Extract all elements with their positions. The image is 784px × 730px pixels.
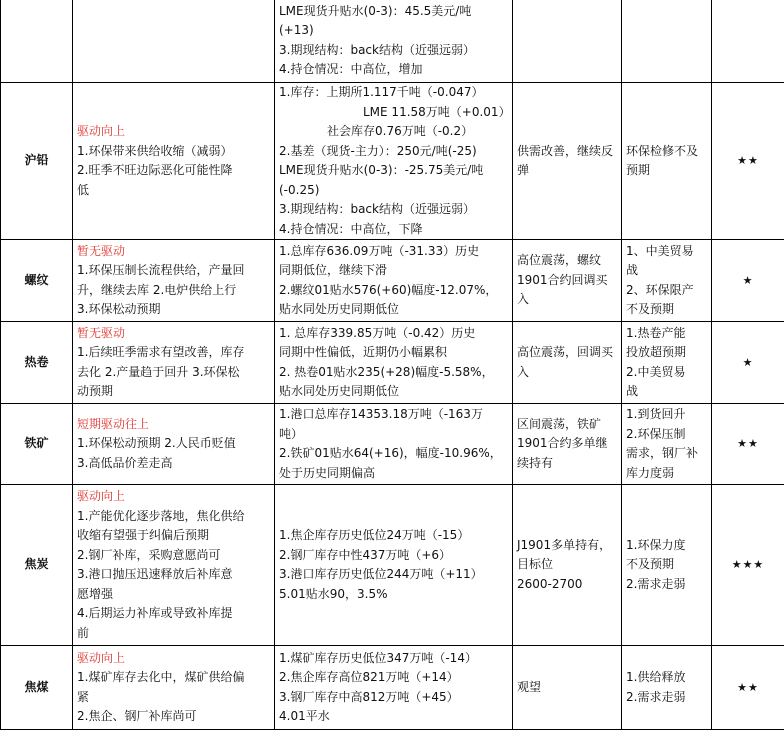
- table-row: [1, 485, 784, 646]
- driver-cell: [73, 322, 275, 404]
- fundamentals-cell: [275, 404, 513, 485]
- fundamentals-cell: [275, 240, 513, 322]
- fundamentals-line: (-0.25): [279, 181, 508, 201]
- driver-line: 紧: [77, 688, 270, 708]
- driver-cell: [73, 646, 275, 730]
- driver-cell: [73, 485, 275, 646]
- driver-title: 驱动向上: [77, 487, 270, 507]
- driver-line: 1.环保带来供给收缩（减弱）: [77, 142, 270, 162]
- fundamentals-line: 同期中性偏低，近期仍小幅累积: [279, 343, 508, 363]
- market-view-text: 高位震荡，回调买入: [517, 343, 617, 382]
- driver-line: 升，继续去库 2.电炉供给上行: [77, 281, 270, 301]
- risk-text: 1.环保力度 不及预期 2.需求走弱: [626, 536, 707, 595]
- market-view-text: 供需改善，继续反弹: [517, 142, 617, 181]
- product-name: 螺纹: [1, 240, 73, 322]
- table-row: [1, 322, 784, 404]
- driver-line: 4.后期运力补库或导致补库提: [77, 604, 270, 624]
- fundamentals-line: 2.钢厂库存中性437万吨（+6）: [279, 546, 508, 566]
- driver-line: 3.港口抛压迅速释放后补库意: [77, 565, 270, 585]
- driver-title: 驱动向上: [77, 122, 270, 142]
- market-view-cell: [513, 240, 622, 322]
- table-body: [1, 0, 784, 730]
- risk-text: 1.热卷产能 投放超预期 2.中美贸易 战: [626, 324, 707, 402]
- market-view-cell: [513, 646, 622, 730]
- fundamentals-line: (+13): [279, 21, 508, 41]
- fundamentals-line: 1.焦企库存历史低位24万吨（-15）: [279, 526, 508, 546]
- risk-text: 1、中美贸易 战 2、环保限产 不及预期: [626, 242, 707, 320]
- fundamentals-line: 3.港口库存历史低位244万吨（+11）: [279, 565, 508, 585]
- fundamentals-line: 社会库存0.76万吨（-0.2）: [279, 122, 508, 142]
- rating-stars: ★★★: [712, 485, 784, 646]
- fundamentals-line: 吨）: [279, 425, 508, 445]
- market-view-text: 高位震荡，螺纹1901合约回调买入: [517, 251, 617, 310]
- table-row: [1, 404, 784, 485]
- fundamentals-line: 2.铁矿01贴水64(+16)，幅度-10.96%，: [279, 444, 508, 464]
- market-view-cell: [513, 83, 622, 240]
- product-name: 热卷: [1, 322, 73, 404]
- fundamentals-line: 贴水同处历史同期低位: [279, 300, 508, 320]
- driver-line: 1.后续旺季需求有望改善，库存: [77, 343, 270, 363]
- fundamentals-cell: [275, 83, 513, 240]
- risk-cell: [622, 83, 712, 240]
- market-view-cell: [513, 404, 622, 485]
- driver-line: 去化 2.产量趋于回升 3.环保松: [77, 363, 270, 383]
- fundamentals-line: 2.螺纹01贴水576(+60)幅度-12.07%，: [279, 281, 508, 301]
- risk-cell: [622, 240, 712, 322]
- market-view-cell: [513, 0, 622, 83]
- product-name: 沪铅: [1, 83, 73, 240]
- driver-line: 愿增强: [77, 585, 270, 605]
- rating-stars: ★: [712, 322, 784, 404]
- fundamentals-line: 1.总库存636.09万吨（-31.33）历史: [279, 242, 508, 262]
- driver-line: 前: [77, 624, 270, 644]
- rating-stars: [712, 0, 784, 83]
- market-view-cell: [513, 485, 622, 646]
- risk-text: 1.供给释放 2.需求走弱: [626, 668, 707, 707]
- driver-line: 1.煤矿库存去化中，煤矿供给偏: [77, 668, 270, 688]
- table-row: [1, 240, 784, 322]
- fundamentals-line: LME现货升贴水(0-3)：-25.75美元/吨: [279, 161, 508, 181]
- fundamentals-line: 贴水同处历史同期低位: [279, 382, 508, 402]
- market-view-text: 观望: [517, 678, 617, 698]
- risk-cell: [622, 0, 712, 83]
- rating-stars: ★★: [712, 83, 784, 240]
- fundamentals-line: 3.期现结构：back结构（近强远弱）: [279, 41, 508, 61]
- fundamentals-line: 2.焦企库存高位821万吨（+14）: [279, 668, 508, 688]
- risk-text: 环保检修不及预期: [626, 142, 707, 181]
- market-view-text: 区间震荡，铁矿1901合约多单继续持有: [517, 415, 617, 474]
- fundamentals-line: 5.01贴水90，3.5%: [279, 585, 508, 605]
- fundamentals-line: 处于历史同期偏高: [279, 464, 508, 484]
- risk-cell: [622, 404, 712, 485]
- fundamentals-line: 同期低位，继续下滑: [279, 261, 508, 281]
- driver-cell: [73, 404, 275, 485]
- driver-line: 3.高低品价差走高: [77, 454, 270, 474]
- driver-line: 动预期: [77, 382, 270, 402]
- driver-line: 收缩有望强于纠偏后预期: [77, 526, 270, 546]
- rating-stars: ★★: [712, 646, 784, 730]
- driver-line: 1.产能优化逐步落地，焦化供给: [77, 507, 270, 527]
- fundamentals-line: 1.煤矿库存历史低位347万吨（-14）: [279, 649, 508, 669]
- driver-line: 低: [77, 181, 270, 201]
- fundamentals-line: 1. 总库存339.85万吨（-0.42）历史: [279, 324, 508, 344]
- driver-title: 驱动向上: [77, 649, 270, 669]
- rating-stars: ★: [712, 240, 784, 322]
- driver-title: 暂无驱动: [77, 242, 270, 262]
- fundamentals-line: 2.基差（现货-主力）：250元/吨(-25): [279, 142, 508, 162]
- product-name: 铁矿: [1, 404, 73, 485]
- driver-cell: [73, 83, 275, 240]
- fundamentals-cell: [275, 485, 513, 646]
- risk-cell: [622, 322, 712, 404]
- driver-line: 2.钢厂补库，采购意愿尚可: [77, 546, 270, 566]
- product-name: 焦炭: [1, 485, 73, 646]
- market-view-text: J1901多单持有，目标位 2600-2700: [517, 536, 617, 595]
- fundamentals-line: 4.持仓情况：中高位，下降: [279, 220, 508, 240]
- driver-title: 暂无驱动: [77, 324, 270, 344]
- driver-title: 短期驱动往上: [77, 415, 270, 435]
- product-name: 焦煤: [1, 646, 73, 730]
- driver-line: 1.环保松动预期 2.人民币贬值: [77, 434, 270, 454]
- rating-stars: ★★: [712, 404, 784, 485]
- product-name: [1, 0, 73, 83]
- fundamentals-cell: [275, 0, 513, 83]
- driver-line: 2.旺季不旺边际恶化可能性降: [77, 161, 270, 181]
- table-row: [1, 646, 784, 730]
- fundamentals-line: 2. 热卷01贴水235(+28)幅度-5.58%，: [279, 363, 508, 383]
- fundamentals-line: LME 11.58万吨（+0.01）: [279, 103, 508, 123]
- driver-cell: [73, 0, 275, 83]
- driver-cell: [73, 240, 275, 322]
- fundamentals-cell: [275, 322, 513, 404]
- market-view-cell: [513, 322, 622, 404]
- fundamentals-cell: [275, 646, 513, 730]
- table-row: [1, 0, 784, 83]
- risk-cell: [622, 646, 712, 730]
- risk-cell: [622, 485, 712, 646]
- fundamentals-line: 1.库存：上期所1.117千吨（-0.047）: [279, 83, 508, 103]
- fundamentals-line: 3.钢厂库存中高812万吨（+45）: [279, 688, 508, 708]
- risk-text: 1.到货回升 2.环保压制 需求，钢厂补 库力度弱: [626, 405, 707, 483]
- fundamentals-line: 1.港口总库存14353.18万吨（-163万: [279, 405, 508, 425]
- table-row: [1, 83, 784, 240]
- driver-line: 2.焦企、钢厂补库尚可: [77, 707, 270, 727]
- fundamentals-line: 4.持仓情况：中高位，增加: [279, 60, 508, 80]
- fundamentals-line: 3.期现结构：back结构（近强远弱）: [279, 200, 508, 220]
- driver-line: 1.环保压制长流程供给，产量回: [77, 261, 270, 281]
- fundamentals-line: LME现货升贴水(0-3)：45.5美元/吨: [279, 2, 508, 22]
- driver-line: 3.环保松动预期: [77, 300, 270, 320]
- fundamentals-line: 4.01平水: [279, 707, 508, 727]
